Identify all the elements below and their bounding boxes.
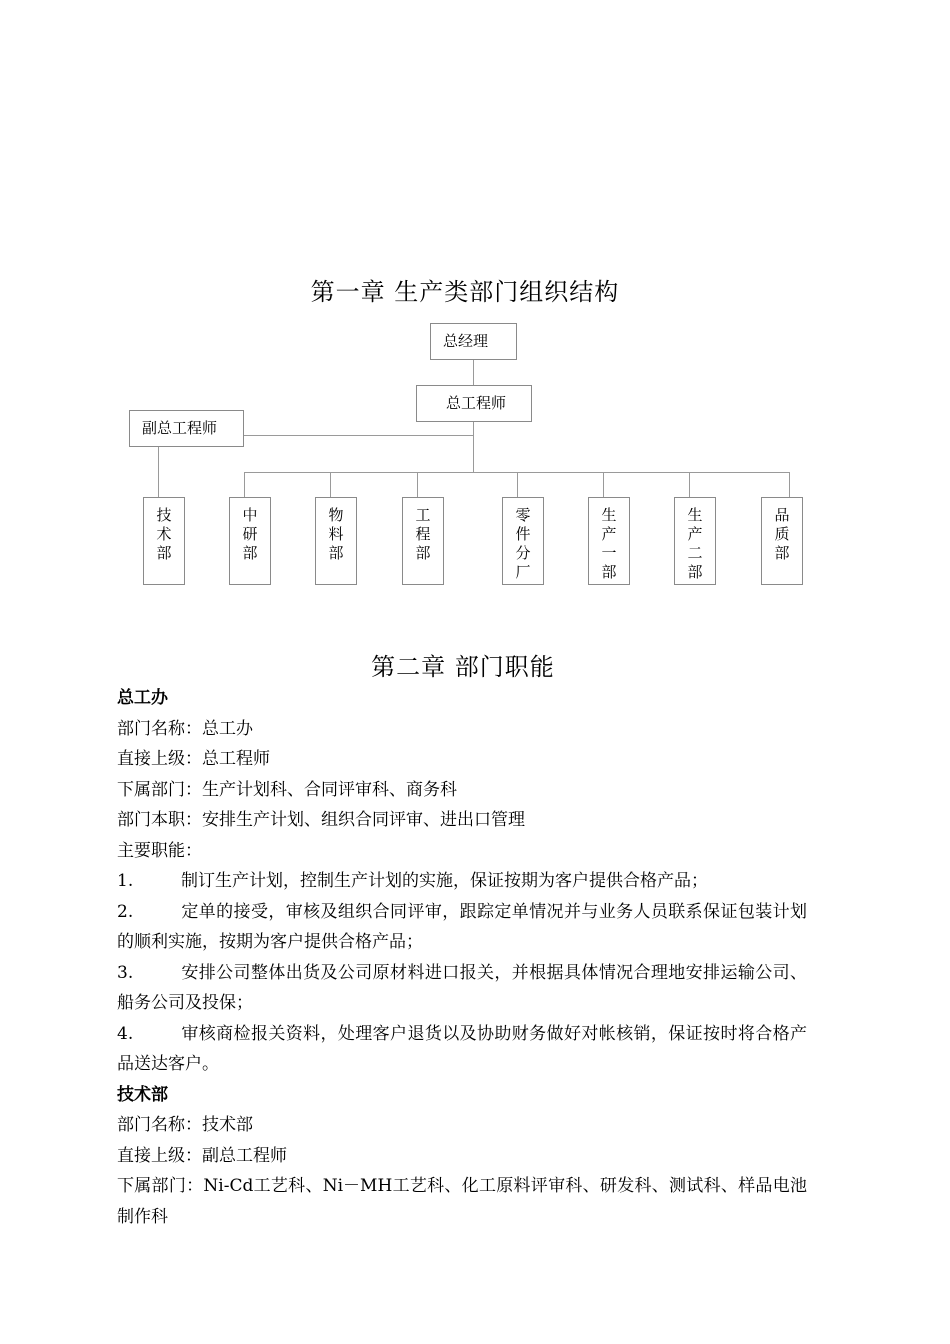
connector-dept-2 xyxy=(244,472,245,497)
org-label-department: 品 质 部 xyxy=(774,506,790,562)
duty-line: 部门本职：安排生产计划、组织合同评审、进出口管理 xyxy=(117,810,525,830)
org-label-deputy-chief-engineer: 副总工程师 xyxy=(142,419,218,437)
org-chart xyxy=(0,0,950,620)
org-label-department: 生 产 一 部 xyxy=(601,506,617,581)
org-label-department: 工 程 部 xyxy=(415,506,431,562)
org-label-department: 物 料 部 xyxy=(328,506,344,562)
superior-line: 直接上级：总工程师 xyxy=(117,749,270,769)
subordinates-line: 下属部门：Ni-Cd工艺科、Ni－MH工艺科、化工原料评审科、研发科、测试科、样品电池制作科 xyxy=(117,1176,807,1227)
org-box-department xyxy=(674,497,716,585)
org-box-department xyxy=(502,497,544,585)
connector-dept-4 xyxy=(417,472,418,497)
duty-item-text: 制订生产计划，控制生产计划的实施，保证按期为客户提供合格产品； xyxy=(181,871,708,891)
org-label-department: 生 产 二 部 xyxy=(687,506,703,581)
org-label-department: 零 件 分 厂 xyxy=(515,506,531,581)
duty-item-text: 审核商检报关资料，处理客户退货以及协助财务做好对帐核销，保证按时将合格产品送达客户。 xyxy=(117,1023,807,1074)
org-label-department: 中 研 部 xyxy=(242,506,258,562)
chapter-2-title: 第二章 部门职能 xyxy=(371,653,555,681)
dept-name-line: 部门名称：总工办 xyxy=(117,718,253,739)
duty-item xyxy=(117,958,807,1019)
chapter-1-title: 第一章 生产类部门组织结构 xyxy=(310,278,620,306)
connector-dept-7 xyxy=(689,472,690,497)
org-box-deputy-chief-engineer xyxy=(129,410,244,447)
org-box-department xyxy=(315,497,357,585)
connector-deputy xyxy=(244,435,473,436)
duty-item xyxy=(117,1019,807,1080)
dept-name-line: 部门名称：技术部 xyxy=(117,1115,253,1135)
duty-item xyxy=(117,866,807,897)
connector-dept-3 xyxy=(330,472,331,497)
org-label-gm: 总经理 xyxy=(443,332,489,350)
duty-item-number: 1. xyxy=(117,871,134,891)
org-box-gm xyxy=(430,323,517,360)
duty-item-number: 4. xyxy=(117,1023,134,1044)
org-label-chief-engineer: 总工程师 xyxy=(446,394,507,412)
duty-item-number: 2. xyxy=(117,901,134,922)
main-duties-label: 主要职能： xyxy=(117,840,202,861)
org-box-department xyxy=(588,497,630,585)
duty-item xyxy=(117,897,807,958)
section-general-office xyxy=(117,683,807,1232)
connector-dept-8 xyxy=(789,472,790,497)
section-heading: 技术部 xyxy=(117,1084,168,1105)
connector-chief-trunk xyxy=(473,422,474,473)
duty-item-number: 3. xyxy=(117,962,134,983)
subordinates-line: 下属部门：生产计划科、合同评审科、商务科 xyxy=(117,779,457,800)
connector-deputy-tech xyxy=(158,447,159,497)
org-box-department xyxy=(229,497,271,585)
org-box-chief-engineer xyxy=(416,385,532,422)
connector-gm-chief xyxy=(473,360,474,386)
org-box-department xyxy=(761,497,803,585)
connector-dept-5 xyxy=(517,472,518,497)
duty-item-text: 定单的接受，审核及组织合同评审，跟踪定单情况并与业务人员联系保证包装计划的顺利实施，按期为客户提供合格产品； xyxy=(117,901,807,952)
duty-item-text: 安排公司整体出货及公司原材料进口报关，并根据具体情况合理地安排运输公司、船务公司及投保； xyxy=(117,962,807,1013)
superior-line: 直接上级：副总工程师 xyxy=(117,1145,287,1166)
org-box-department xyxy=(402,497,444,585)
org-box-department xyxy=(143,497,185,585)
section-heading: 总工办 xyxy=(117,688,168,708)
connector-dept-6 xyxy=(603,472,604,497)
org-label-department: 技 术 部 xyxy=(156,506,172,562)
